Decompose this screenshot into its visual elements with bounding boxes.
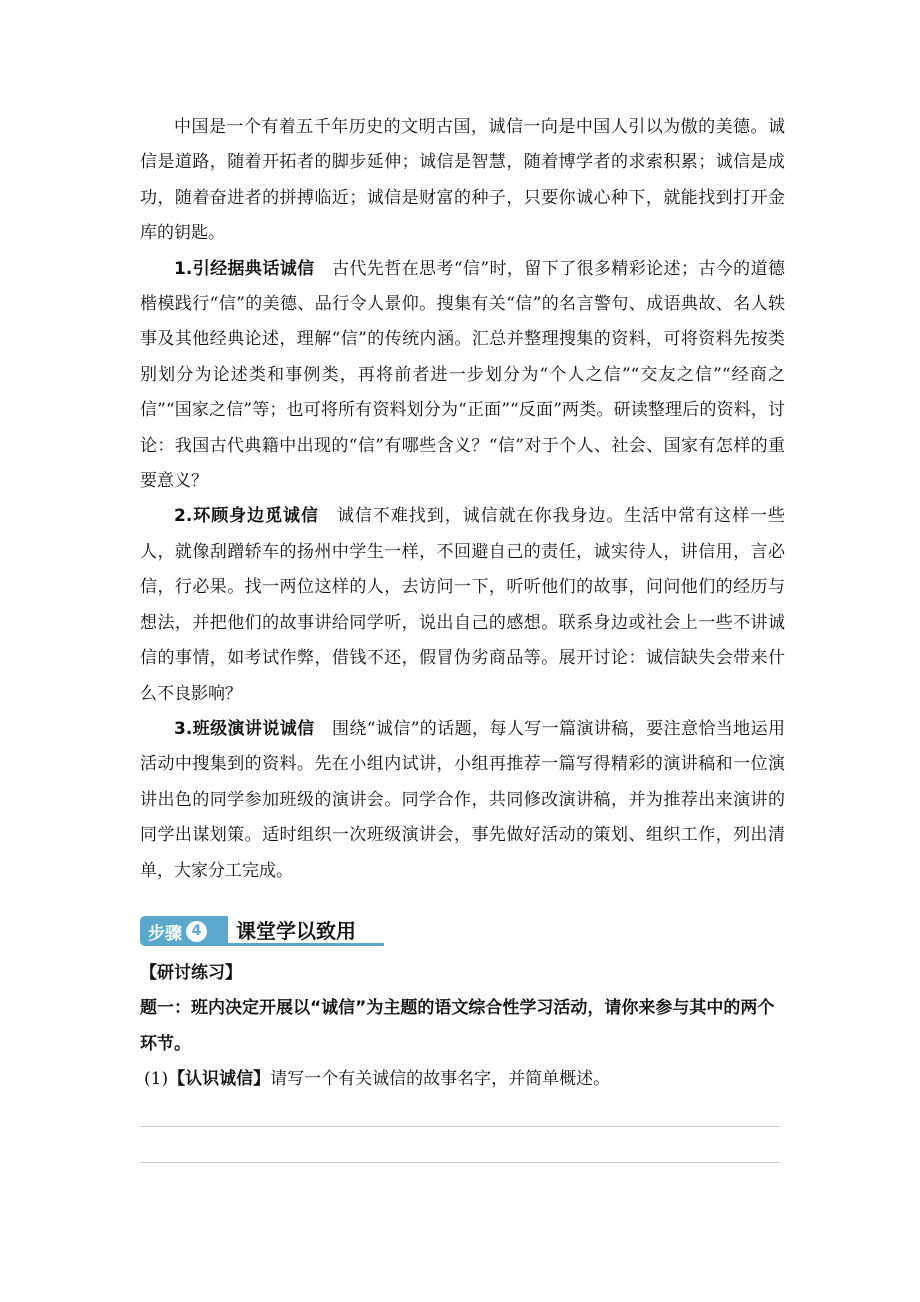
step-badge [140,916,228,946]
step-banner [140,916,384,946]
paragraph-text: 围绕“诚信”的话题，每人写一篇演讲稿，要注意恰当地运用活动中搜集到的资料。先在小组内试讲，小组再推荐一篇写得精彩的演讲稿和一位演讲出色的同学参加班级的演讲会。同学合作，共同修改演讲稿，并为推荐出来演讲的同学出谋划策。适时组织一次班级演讲会，事先做好活动的策划、组织工作，列出清单，大家分工完成。 [140,718,785,881]
step-number-icon: 4 [186,921,207,942]
sub-question-text: 请写一个有关诚信的故事名字，并简单概述。 [270,1069,611,1090]
step-title: 课堂学以致用 [228,916,384,946]
activity-3-paragraph [140,712,785,889]
sub-question [140,1062,790,1097]
activity-2-heading: 2.环顾身边觅诚信 [174,506,319,527]
answer-line[interactable] [140,1126,780,1127]
activity-3-heading: 3.班级演讲说诚信 [174,718,315,739]
intro-paragraph [140,110,785,252]
step-label: 步骤 [148,923,182,944]
activity-1-paragraph [140,252,785,500]
activity-2-paragraph [140,499,785,711]
question-text: 题一：班内决定开展以“诚信”为主题的语文综合性学习活动，请你来参与其中的两个环节。 [140,998,775,1054]
article-body [140,110,785,889]
paragraph-text: 古代先哲在思考“信”时，留下了很多精彩论述；古今的道德楷模践行“信”的美德、品行令人景仰。搜集有关“信”的名言警句、成语典故、名人轶事及其他经典论述，理解“信”的传统内涵。汇总并整理搜集的资料，可将资料先按类别划分为论述类和事例类，再将前者进一步划分为“个人之信”“交友之信”“经商之信”“国家之信”等；也可将所有资料划分为“正面”“反面”两类。研读整理后的资料，讨论：我国古代典籍中出现的“信”有哪些含义？“信”对于个人、社会、国家有怎样的重要意义？ [140,258,785,492]
sub-question-number: (1) [144,1069,169,1090]
sub-question-tag: 【认识诚信】 [168,1069,271,1090]
practice-section-title: 【研讨练习】 [140,963,242,983]
paragraph-text: 中国是一个有着五千年历史的文明古国，诚信一向是中国人引以为傲的美德。诚信是道路，随着开拓者的脚步延伸；诚信是智慧，随着博学者的求索积累；诚信是成功，随着奋进者的拼搏临近；诚信是财富的种子，只要你诚心种下，就能找到打开金库的钥匙。 [140,117,785,244]
answer-line[interactable] [140,1162,780,1163]
paragraph-text: 诚信不难找到，诚信就在你我身边。生活中常有这样一些人，就像刮蹭轿车的扬州中学生一样，不回避自己的责任，诚实待人，讲信用，言必信，行必果。找一两位这样的人，去访问一下，听听他们的故事，问问他们的经历与想法，并把他们的故事讲给同学听，说出自己的感想。联系身边或社会上一些不讲诚信的事情，如考试作弊，借钱不还，假冒伪劣商品等。展开讨论：诚信缺失会带来什么不良影响？ [140,506,786,704]
activity-1-heading: 1.引经据典话诚信 [174,258,315,279]
practice-section [140,956,790,1098]
